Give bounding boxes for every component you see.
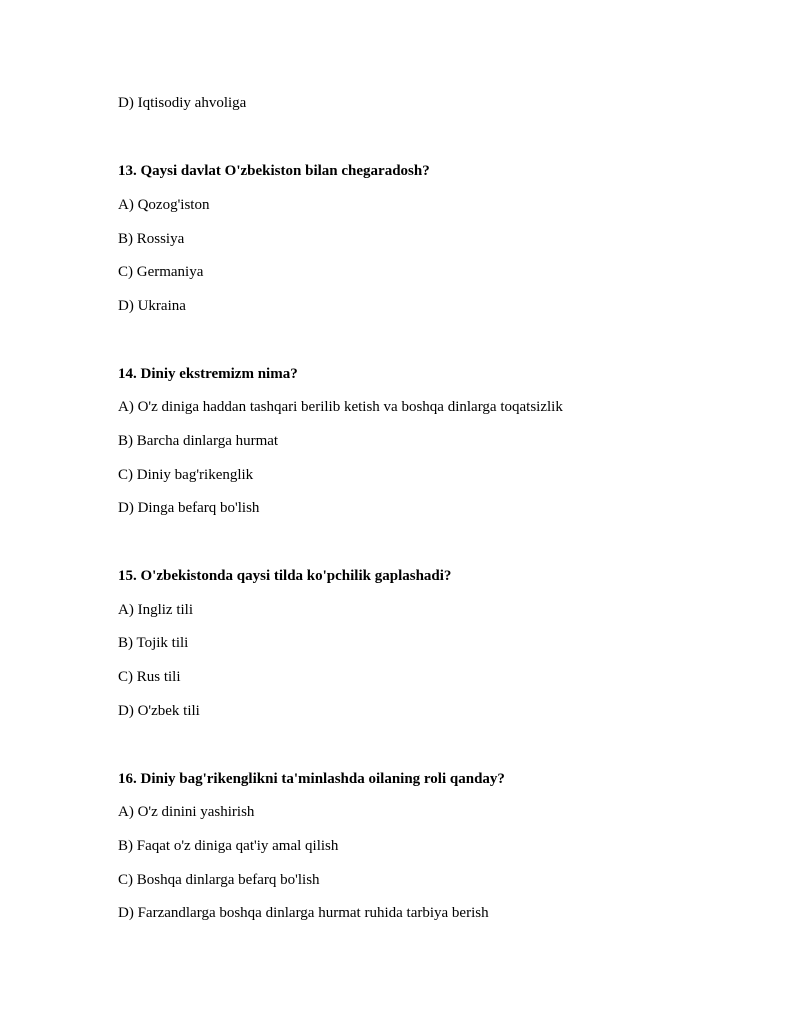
question-13-option-a: A) Qozog'iston [118,197,210,213]
question-15-option-d: D) O'zbek tili [118,703,200,719]
leading-option: D) Iqtisodiy ahvoliga [118,95,247,111]
question-15-title: 15. O'zbekistonda qaysi tilda ko'pchilik gaplashadi? [118,568,452,584]
question-15-option-a: A) Ingliz tili [118,602,193,618]
question-13-option-d: D) Ukraina [118,298,186,314]
question-15-option-c: C) Rus tili [118,669,181,685]
question-16-option-c: C) Boshqa dinlarga befarq bo'lish [118,872,320,888]
question-16-option-d: D) Farzandlarga boshqa dinlarga hurmat ruhida tarbiya berish [118,905,489,921]
question-16-option-b: B) Faqat o'z diniga qat'iy amal qilish [118,838,339,854]
question-14-title: 14. Diniy ekstremizm nima? [118,366,298,382]
question-13-title: 13. Qaysi davlat O'zbekiston bilan chegaradosh? [118,163,430,179]
question-14-option-c: C) Diniy bag'rikenglik [118,467,254,483]
question-14-option-d: D) Dinga befarq bo'lish [118,500,260,516]
question-15-option-b: B) Tojik tili [118,635,189,651]
question-14-option-a: A) O'z diniga haddan tashqari berilib ketish va boshqa dinlarga toqatsizlik [118,399,563,415]
question-14-option-b: B) Barcha dinlarga hurmat [118,433,279,449]
question-13-option-c: C) Germaniya [118,264,204,280]
question-16-title: 16. Diniy bag'rikenglikni ta'minlashda oilaning roli qanday? [118,771,505,787]
question-16-option-a: A) O'z dinini yashirish [118,804,255,820]
question-13-option-b: B) Rossiya [118,231,185,247]
